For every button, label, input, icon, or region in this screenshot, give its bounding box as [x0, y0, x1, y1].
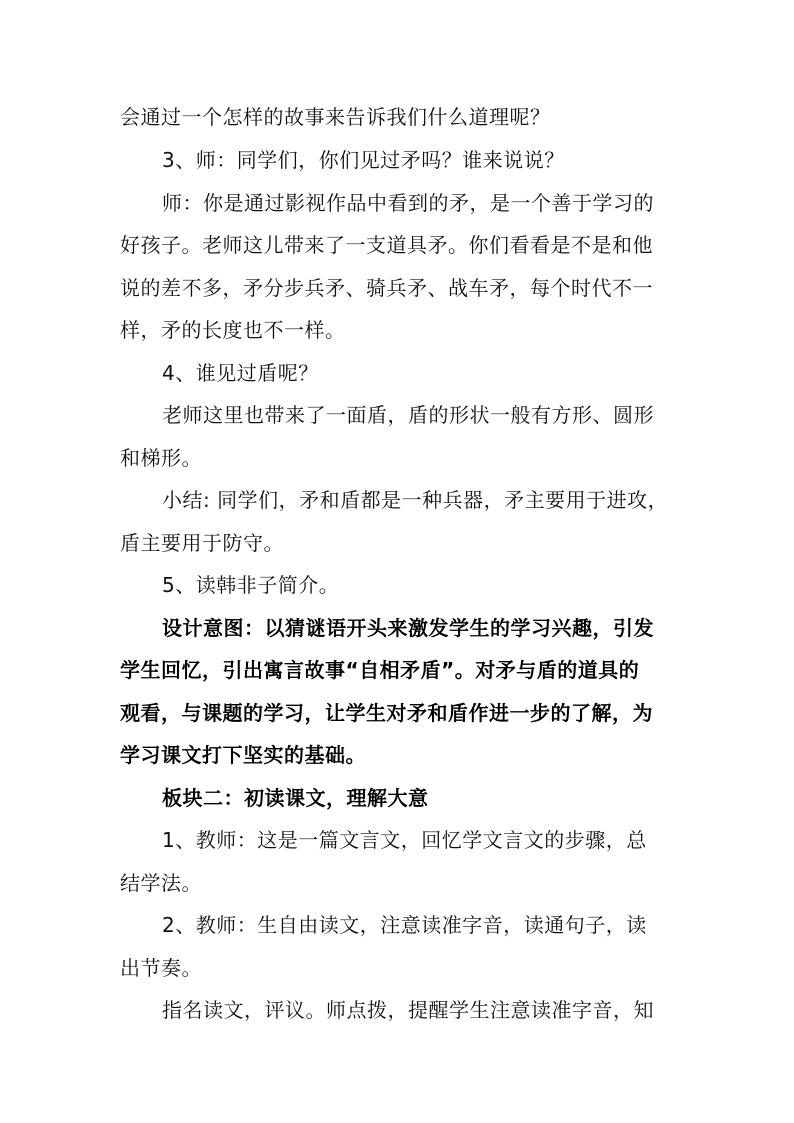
- text-line: 老师这里也带来了一面盾，盾的形状一般有方形、圆形: [162, 403, 654, 427]
- text-line: 出节奏。: [120, 956, 202, 980]
- text-line: 好孩子。老师这儿带来了一支道具矛。你们看看是不是和他: [120, 233, 653, 257]
- design-intent-line: 学习课文打下坚实的基础。: [120, 743, 366, 767]
- text-line: 和梯形。: [120, 446, 202, 470]
- text-line: 指名读文，评议。师点拨，提醒学生注意读准字音，知: [162, 998, 654, 1022]
- text-line: 5、读韩非子简介。: [162, 573, 340, 597]
- text-line: 3、师：同学们，你们见过矛吗？谁来说说？: [162, 148, 565, 172]
- text-line: 师：你是通过影视作品中看到的矛，是一个善于学习的: [162, 191, 654, 215]
- text-line: 1、教师：这是一篇文言文，回忆学文言文的步骤，总: [162, 828, 647, 852]
- text-line: 结学法。: [120, 871, 202, 895]
- text-line: 样，矛的长度也不一样。: [120, 318, 346, 342]
- text-line: 小结: 同学们，矛和盾都是一种兵器，矛主要用于进攻，: [162, 488, 669, 512]
- text-line: 说的差不多，矛分步兵矛、骑兵矛、战车矛，每个时代不一: [120, 276, 653, 300]
- design-intent-line: 设计意图：以猜谜语开头来激发学生的学习兴趣，引发: [162, 616, 654, 640]
- text-line: 4、谁见过盾呢？: [162, 361, 319, 385]
- text-line: 盾主要用于防守。: [120, 531, 284, 555]
- text-line: 会通过一个怎样的故事来告诉我们什么道理呢？: [120, 105, 551, 129]
- text-line: 2、教师：生自由读文，注意读准字音，读通句子，读: [162, 913, 647, 937]
- design-intent-line: 学生回忆，引出寓言故事“自相矛盾”。对矛与盾的道具的: [120, 658, 640, 682]
- section-heading: 板块二：初读课文，理解大意: [162, 786, 429, 810]
- design-intent-line: 观看，与课题的学习，让学生对矛和盾作进一步的了解，为: [120, 701, 653, 725]
